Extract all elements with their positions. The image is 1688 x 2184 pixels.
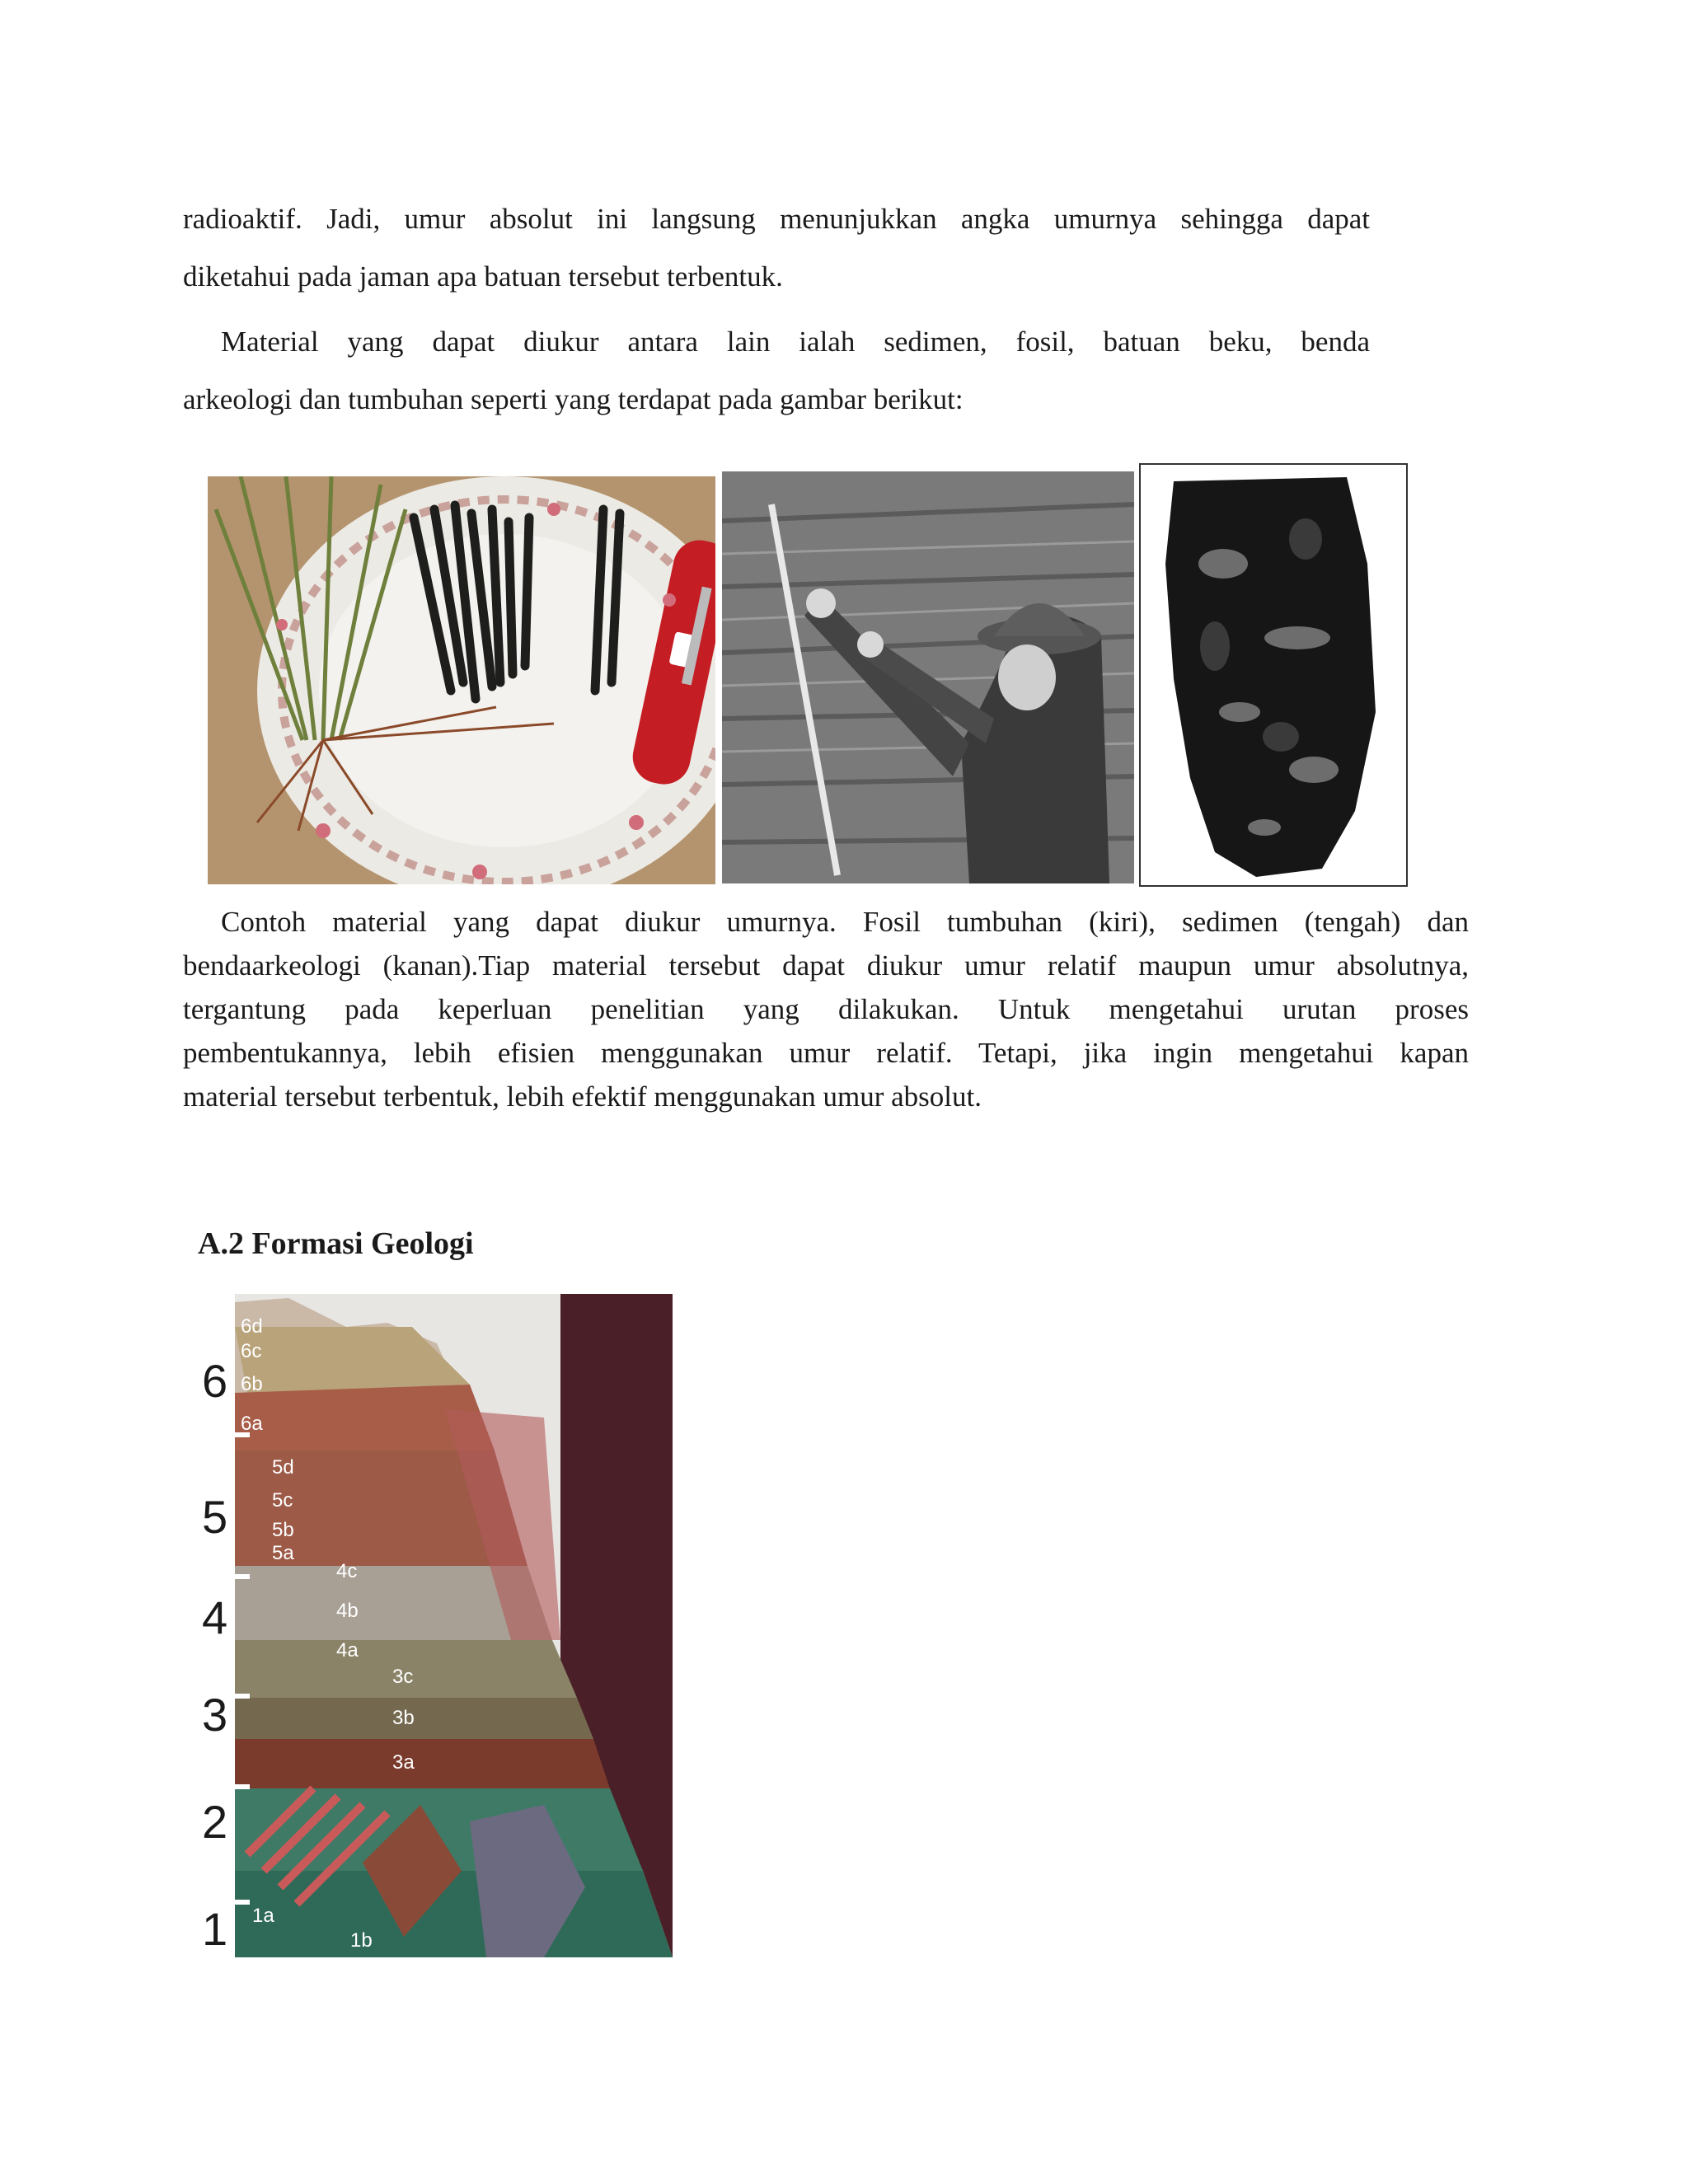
paragraph-2-line-1: Material yang dapat diukur antara lain ialah sedimen, fosil, batuan beku, benda (221, 326, 1370, 358)
strata-label: 5d (272, 1456, 294, 1479)
strata-label: 3c (392, 1666, 414, 1688)
strata-label: 5c (272, 1489, 293, 1511)
strata-number: 1 (202, 1903, 228, 1955)
strata-number: 2 (202, 1796, 228, 1848)
strata-label: 1a (252, 1905, 274, 1927)
strata-label: 5b (272, 1519, 294, 1541)
paragraph-1-line-1: radioaktif. Jadi, umur absolut ini langsung menunjukkan angka umurnya sehingga dapat (183, 203, 1370, 235)
strata-label: 6b (241, 1373, 263, 1395)
strata-number: 5 (202, 1491, 228, 1543)
strata-number: 4 (202, 1591, 228, 1643)
strata-number: 3 (202, 1689, 228, 1741)
paragraph-2-line-2: arkeologi dan tumbuhan seperti yang terdapat pada gambar berikut: (183, 383, 964, 415)
strata-label: 3b (392, 1707, 415, 1729)
caption-line-2: bendaarkeologi (kanan).Tiap material tersebut dapat diukur umur relatif maupun umur absolutnya, (183, 949, 1469, 982)
caption-line-5: material tersebut terbentuk, lebih efektif menggunakan umur absolut. (183, 1080, 982, 1113)
strata-label: 1b (350, 1929, 373, 1952)
geologic-formation-diagram (198, 1294, 673, 1957)
caption-line-3: tergantung pada keperluan penelitian yang dilakukan. Untuk mengetahui urutan proses (183, 993, 1469, 1025)
strata-label: 6c (241, 1340, 262, 1362)
paragraph-1-line-2: diketahui pada jaman apa batuan tersebut terbentuk. (183, 260, 783, 293)
strata-number: 6 (202, 1355, 228, 1407)
strata-label: 4b (336, 1600, 359, 1622)
strata-label: 3a (392, 1751, 415, 1774)
strata-label: 5a (272, 1542, 294, 1564)
figure-caption (183, 900, 1469, 1118)
strata-label: 6a (241, 1413, 263, 1435)
sediment-photo (722, 471, 1134, 883)
strata-label: 4c (336, 1560, 358, 1582)
strata-label: 6d (241, 1315, 263, 1338)
section-heading: A.2 Formasi Geologi (198, 1226, 474, 1261)
strata-label: 4a (336, 1639, 359, 1661)
caption-line-4: pembentukannya, lebih efisien menggunakan umur relatif. Tetapi, jika ingin mengetahui kapan (183, 1037, 1469, 1069)
plant-fossil-photo (208, 476, 715, 884)
caption-line-1: Contoh material yang dapat diukur umurnya. Fosil tumbuhan (kiri), sedimen (tengah) dan (221, 906, 1469, 938)
archaeology-artifact-photo (1139, 463, 1408, 887)
